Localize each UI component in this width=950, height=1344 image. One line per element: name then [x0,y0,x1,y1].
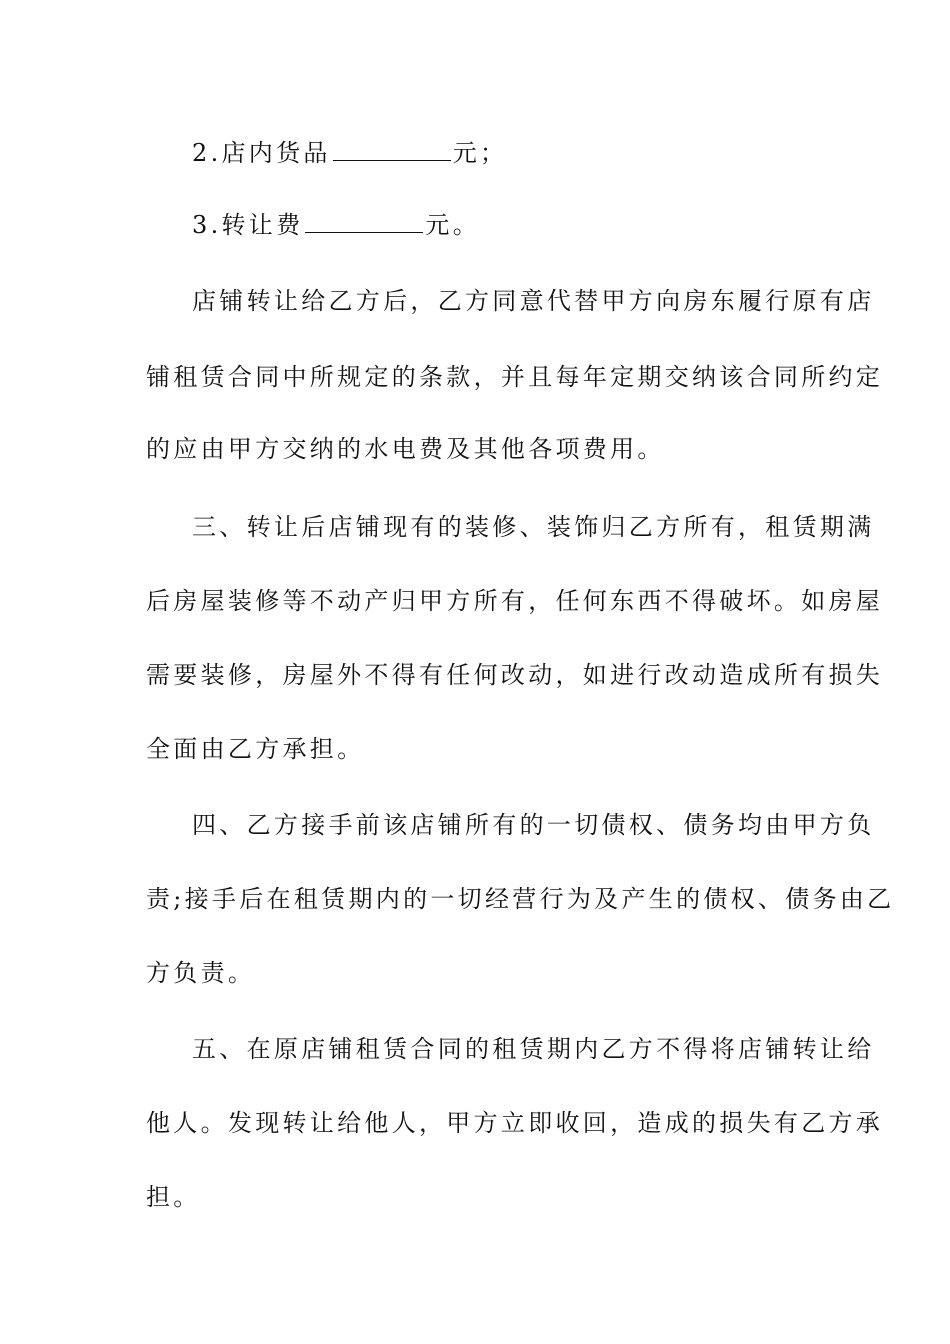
item-goods-label: 2.店内货品 [192,139,331,167]
item-transfer-fee [192,210,852,240]
blank-underline [333,138,451,161]
paragraph-line: 需要装修，房屋外不得有任何改动，如进行改动造成所有损失 [146,661,884,689]
paragraph-line: 责;接手后在租赁期内的一切经营行为及产生的债权、债务由乙 [146,885,895,913]
paragraph-line: 全面由乙方承担。 [146,735,365,763]
paragraph-line: 后房屋装修等不动产归甲方所有，任何东西不得破坏。如房屋 [146,587,884,615]
item-transfer-fee-label: 3.转让费 [192,211,304,239]
blank-underline [305,210,423,233]
paragraph-line: 的应由甲方交纳的水电费及其他各项费用。 [146,435,665,463]
paragraph-line: 三、转让后店铺现有的装修、装饰归乙方所有，租赁期满 [192,513,875,541]
paragraph-line: 店铺转让给乙方后，乙方同意代替甲方向房东履行原有店 [192,287,875,315]
paragraph-line: 方负责。 [146,959,256,987]
item-goods [192,138,852,168]
item-goods-unit: 元； [452,139,508,167]
paragraph-line: 担。 [146,1183,201,1211]
paragraph-line: 五、在原店铺租赁合同的租赁期内乙方不得将店铺转让给 [192,1035,875,1063]
paragraph-line: 他人。发现转让给他人，甲方立即收回，造成的损失有乙方承 [146,1109,884,1137]
paragraph-line: 四、乙方接手前该店铺所有的一切债权、债务均由甲方负 [192,811,875,839]
paragraph-line: 铺租赁合同中所规定的条款，并且每年定期交纳该合同所约定 [146,363,884,391]
item-transfer-fee-unit: 元。 [425,211,481,239]
